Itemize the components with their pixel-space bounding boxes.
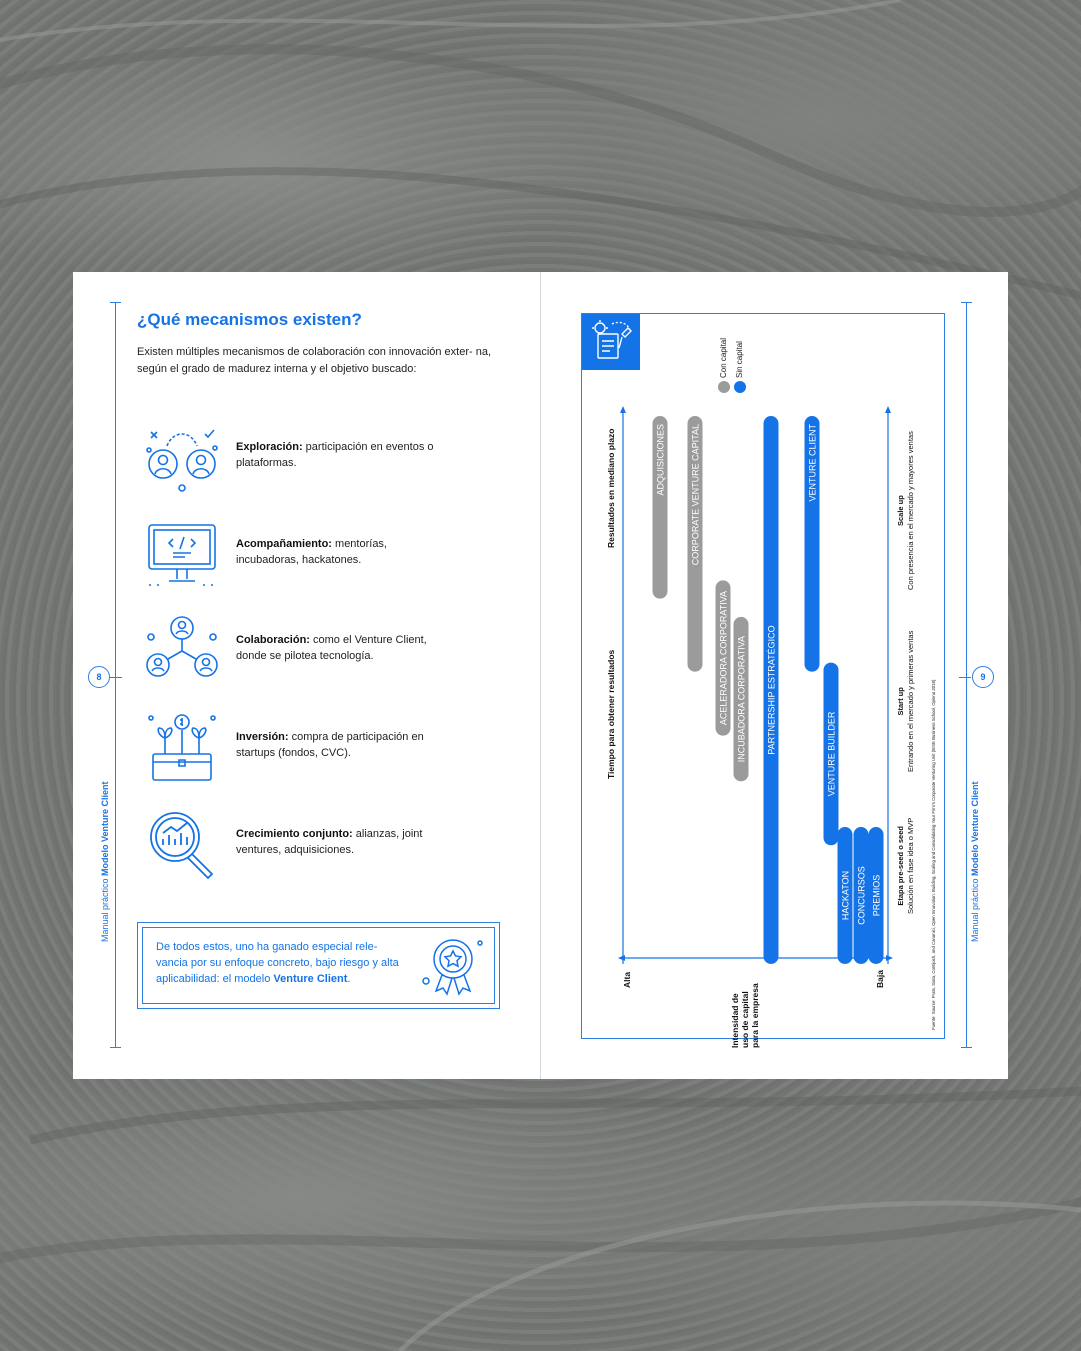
legend-swatch-sin: [734, 381, 746, 393]
chart-canvas: [582, 314, 944, 1038]
margin-tick: [110, 1047, 121, 1048]
page-number: 8: [88, 666, 110, 688]
legend-swatch-con: [718, 381, 730, 393]
mechanism-text: Crecimiento conjunto: alianzas, joint ventures, adquisiciones.: [236, 828, 423, 856]
mechanism-item: [143, 807, 463, 885]
mechanism-text: Inversión: compra de participación en startups (fondos, CVC).: [236, 731, 424, 759]
award-medal-icon: [418, 931, 488, 1001]
mechanism-item: [143, 517, 463, 595]
mechanism-text: Acompañamiento: mentorías, incubadoras, hackatones.: [236, 538, 387, 566]
running-title: Manual práctico Modelo Venture Client: [970, 781, 980, 942]
right-margin-line: [966, 302, 967, 1047]
mechanism-text: Exploración: participación en eventos o plataformas.: [236, 441, 434, 469]
bar-label: INCUBADORA CORPORATIVA: [736, 636, 747, 763]
intensity-low-label: Baja: [875, 970, 885, 988]
legend-label-sin: Sin capital: [735, 341, 744, 378]
margin-tick: [961, 302, 972, 303]
page-title: ¿Qué mecanismos existen?: [137, 310, 362, 329]
people-exchange-icon: [143, 420, 221, 498]
results-axis-label: Resultados en mediano plazo: [606, 428, 616, 548]
stage-label: Etapa pre-seed o seed Solución en fase idea o MVP: [896, 817, 915, 914]
chart-header-tile: [582, 314, 640, 370]
intro-text: Existen múltiples mecanismos de colaboración con innovación exter- na, según el grado de madurez interna y el objetivo buscado:: [137, 346, 492, 375]
bar-label: VENTURE CLIENT: [807, 424, 818, 502]
callout-text: De todos estos, uno ha ganado especial rele- vancia por su enfoque concreto, bajo riesgo y alta aplicabilidad: el modelo Venture Client.: [156, 941, 399, 985]
intensity-high-label: Alta: [622, 971, 632, 988]
bar-label: PREMIOS: [871, 874, 882, 917]
bar-label: PARTNERSHIP ESTRATÉGICO: [766, 625, 777, 755]
margin-tick: [110, 677, 122, 678]
venture-client-callout: [137, 922, 500, 1009]
bar-label: CORPORATE VENTURE CAPITAL: [690, 424, 701, 566]
computer-code-icon: [143, 517, 221, 595]
page-number: 9: [972, 666, 994, 688]
axis-arrow: [886, 955, 893, 961]
stage-label: Scale up Con presencia en el mercado y mayores ventas: [896, 431, 915, 590]
bar-label: ACELERADORA CORPORATIVA: [718, 590, 729, 726]
left-page: [73, 272, 540, 1079]
investment-briefcase-icon: [143, 710, 221, 788]
bar-label: ADQUISICIONES: [655, 424, 666, 496]
axis-arrow: [620, 406, 626, 413]
source-note: Fuente: Source: Prats, Siota, Contijoch, and Canonici, Open Innovation: Building, Scaling and Consolidating Your Firm's Corporate Venturing Unit (IESE Business School, Opinno 2018).: [931, 678, 936, 1030]
margin-tick: [959, 677, 971, 678]
bar-label: HACKATON: [840, 870, 851, 921]
idea-document-icon: [582, 314, 640, 370]
mechanism-item: [143, 420, 463, 498]
growth-magnifier-icon: [143, 807, 221, 885]
mechanism-item: [143, 613, 463, 691]
axis-arrow: [618, 955, 625, 961]
running-title: Manual práctico Modelo Venture Client: [100, 781, 110, 942]
left-margin-line: [115, 302, 116, 1047]
mechanism-text: Colaboración: como el Venture Client, donde se pilotea tecnología.: [236, 634, 427, 662]
margin-tick: [110, 302, 121, 303]
mechanism-item: [143, 710, 463, 788]
right-page: [541, 272, 1008, 1079]
margin-tick: [961, 1047, 972, 1048]
legend-label-con: Con capital: [719, 337, 728, 378]
axis-arrow: [885, 406, 891, 413]
network-people-icon: [143, 613, 221, 691]
time-axis-label: Tiempo para obtener resultados: [606, 649, 616, 779]
stage-label: Start up Entrando en el mercado y primeras ventas: [896, 630, 915, 772]
bar-label: VENTURE BUILDER: [826, 711, 837, 797]
mechanisms-chart: ADQUISICIONES CORPORATE VENTURE CAPITAL ACELERADORA CORPORATIVA INCUBADORA CORPORATIVA PARTNERSHIP ESTRATÉGICO VENTURE CLIENT VENTURE BUILDER HACKATON CONCURSOS PREMIOS Con capital Sin capital Resultados en mediano plazo Tiempo para obtener resultados Alta Baja Intensidad de uso de capital para la empresa Etapa pre-seed o seed Solución en fase idea o MVP Start up Entrando en el mercado y primeras ventas Scale up Con presencia en el mercado y mayores ventas Fuente: Source: Prats, Siota, Contijoch, and Canonici, Open Innovation: Building, Scaling and Consolidating Your Firm's Corporate Venturing Unit (IESE Business School, Opinno 2018).: [581, 313, 945, 1039]
bar-label: CONCURSOS: [856, 866, 867, 925]
